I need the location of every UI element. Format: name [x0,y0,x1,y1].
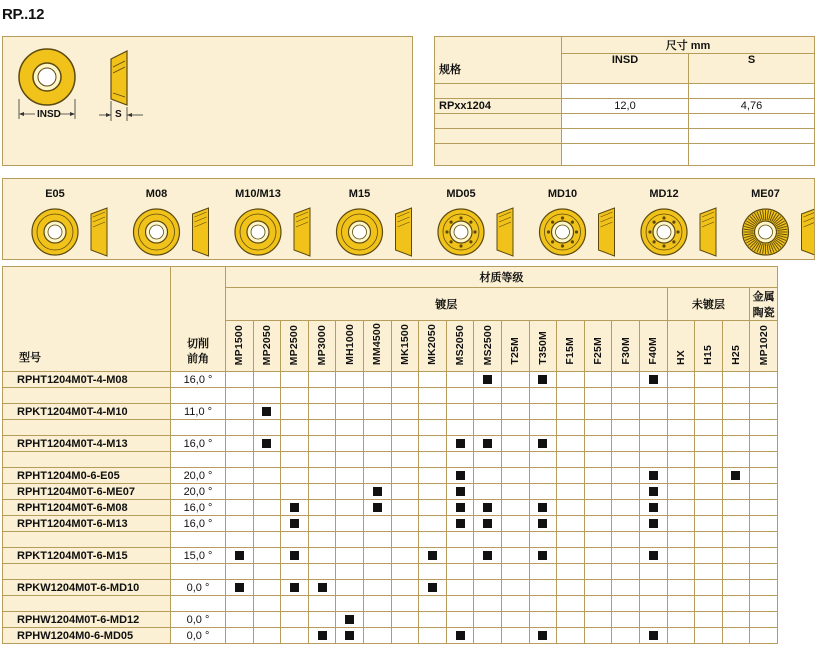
availability-mark [649,503,658,512]
table-row [3,596,778,612]
insert-icon-md05 [438,209,484,255]
availability-mark [290,551,299,560]
availability-mark [538,519,547,528]
model-code: RPHT1204M0T-4-M13 [3,436,171,452]
insd-header: INSD [562,54,689,84]
insd-label: INSD [37,109,61,120]
insert-side-e05 [91,208,107,256]
s-header: S [689,54,815,84]
insert-side-md12 [700,208,716,256]
insert-icon-m10-m13 [235,209,281,255]
availability-mark [483,519,492,528]
model-code: RPHW1204M0-6-MD05 [3,628,171,644]
model-code: RPKT1204M0T-4-M10 [3,404,171,420]
availability-mark [290,519,299,528]
rake-angle: 16,0 ° [171,516,226,532]
availability-mark [483,439,492,448]
grade-column-header: F25M [592,337,605,365]
availability-mark [538,439,547,448]
table-row [3,468,778,484]
model-code [3,564,171,580]
model-code [3,532,171,548]
insert-side-md05 [497,208,513,256]
table-row [3,564,778,580]
insert-icon-me07 [743,209,789,255]
availability-mark [345,631,354,640]
grade-column-header: H25 [729,345,742,365]
table-row [3,516,778,532]
availability-mark [538,503,547,512]
geometry-label-md12: MD12 [649,188,679,200]
availability-mark [290,583,299,592]
table-row [3,580,778,596]
model-code [3,388,171,404]
group-header: 镀层 [226,288,668,321]
grade-column-header: MH1000 [343,324,356,365]
grade-column-header: MK1500 [398,324,411,365]
availability-mark [456,487,465,496]
grade-column-header: HX [674,350,687,365]
geometry-label-e05: E05 [45,188,65,200]
grade-column-header: MP1500 [233,324,246,365]
table-row [3,372,778,388]
model-code: RPHT1204M0-6-E05 [3,468,171,484]
table-row [3,452,778,468]
dimension-table [434,36,815,166]
table-row [3,612,778,628]
insert-icon-md12 [641,209,687,255]
geometry-strip [2,178,815,260]
rake-angle [171,596,226,612]
table-row [3,500,778,516]
table-row [3,436,778,452]
group-header: 金属陶瓷 [750,288,778,321]
grade-column-header: F30M [619,337,632,365]
model-code: RPHT1204M0T-6-M08 [3,500,171,516]
grade-column-header: MP2050 [260,324,273,365]
table-row [3,532,778,548]
availability-mark [456,631,465,640]
availability-mark [649,487,658,496]
availability-mark [731,471,740,480]
insert-side-m08 [193,208,209,256]
rake-angle: 16,0 ° [171,436,226,452]
availability-mark [483,551,492,560]
geometry-label-m08: M08 [145,188,168,200]
grade-column-header: F40M [647,337,660,365]
availability-mark [456,439,465,448]
model-code [3,420,171,436]
rake-angle: 15,0 ° [171,548,226,564]
availability-mark [235,583,244,592]
insert-side-m10-m13 [294,208,310,256]
insert-side-me07 [802,208,815,256]
grade-column-header: T350M [536,331,549,365]
insd-value: 12,0 [562,99,689,114]
availability-mark [235,551,244,560]
geometry-label-md10: MD10 [547,188,578,200]
availability-mark [318,583,327,592]
availability-mark [538,551,547,560]
availability-mark [373,503,382,512]
availability-mark [318,631,327,640]
rake-angle [171,532,226,548]
insert-side-m15 [396,208,412,256]
insert-icon-m08 [134,209,180,255]
model-code: RPHT1204M0T-6-ME07 [3,484,171,500]
availability-mark [649,519,658,528]
grade-column-header: MK2050 [426,324,439,365]
availability-mark [373,487,382,496]
availability-mark [456,471,465,480]
rake-angle: 0,0 ° [171,628,226,644]
rake-angle: 16,0 ° [171,372,226,388]
availability-mark [262,407,271,416]
table-row [3,404,778,420]
insert-icon-m15 [337,209,383,255]
rake-angle: 0,0 ° [171,580,226,596]
size-group-header: 尺寸 mm [562,37,815,54]
grade-column-header: MS2500 [481,324,494,365]
grade-column-header: MM4500 [371,322,384,365]
group-header: 未镀层 [667,288,750,321]
geometry-label-md05: MD05 [446,188,476,200]
insert-icon-md10 [540,209,586,255]
model-code: RPKT1204M0T-6-M15 [3,548,171,564]
model-code: RPHW1204M0T-6-MD12 [3,612,171,628]
availability-mark [649,375,658,384]
availability-mark [538,375,547,384]
grade-column-header: T25M [509,337,522,365]
availability-mark [456,519,465,528]
availability-mark [262,439,271,448]
availability-mark [649,471,658,480]
grade-column-header: F15M [564,337,577,365]
insert-drawing [3,37,412,165]
model-code: RPHT1204M0T-4-M08 [3,372,171,388]
insert-icon-e05 [32,209,78,255]
insert-drawing-panel [2,36,413,166]
grade-column-header: MP3000 [316,324,329,365]
insert-side-md10 [599,208,615,256]
rake-angle [171,388,226,404]
model-code: RPKW1204M0T-6-MD10 [3,580,171,596]
availability-mark [649,551,658,560]
availability-mark [483,375,492,384]
spec-header: 规格 [439,64,461,76]
geometry-label-m15: M15 [348,188,371,200]
rake-angle: 20,0 ° [171,468,226,484]
geometry-label-m10-m13: M10/M13 [235,188,281,200]
model-code [3,452,171,468]
rake-angle [171,420,226,436]
rake-angle [171,452,226,468]
grade-column-header: MP2500 [288,324,301,365]
availability-mark [428,551,437,560]
rake-angle-header: 切削前角 [187,338,209,365]
page-title: RP..12 [2,6,45,23]
table-row [3,628,778,644]
model-header: 型号 [19,352,41,364]
grade-column-header: MS2050 [454,324,467,365]
rake-angle: 16,0 ° [171,500,226,516]
table-row [3,548,778,564]
rake-angle: 0,0 ° [171,612,226,628]
geometry-label-me07: ME07 [751,188,780,200]
grade-table [2,266,778,644]
availability-mark [483,503,492,512]
availability-mark [428,583,437,592]
availability-mark [456,503,465,512]
s-label: S [115,109,122,120]
table-row [3,484,778,500]
rake-angle: 20,0 ° [171,484,226,500]
grade-column-header: MP1020 [757,324,770,365]
rake-angle: 11,0 ° [171,404,226,420]
s-value: 4,76 [689,99,815,114]
model-code [3,596,171,612]
availability-mark [290,503,299,512]
table-row [3,388,778,404]
model-code: RPHT1204M0T-6-M13 [3,516,171,532]
availability-mark [538,631,547,640]
grade-title: 材质等级 [479,272,524,284]
geometry-icons [3,179,814,259]
spec-value: RPxx1204 [435,99,562,114]
availability-mark [345,615,354,624]
availability-mark [649,631,658,640]
rake-angle [171,564,226,580]
grade-column-header: H15 [702,345,715,365]
table-row [3,420,778,436]
